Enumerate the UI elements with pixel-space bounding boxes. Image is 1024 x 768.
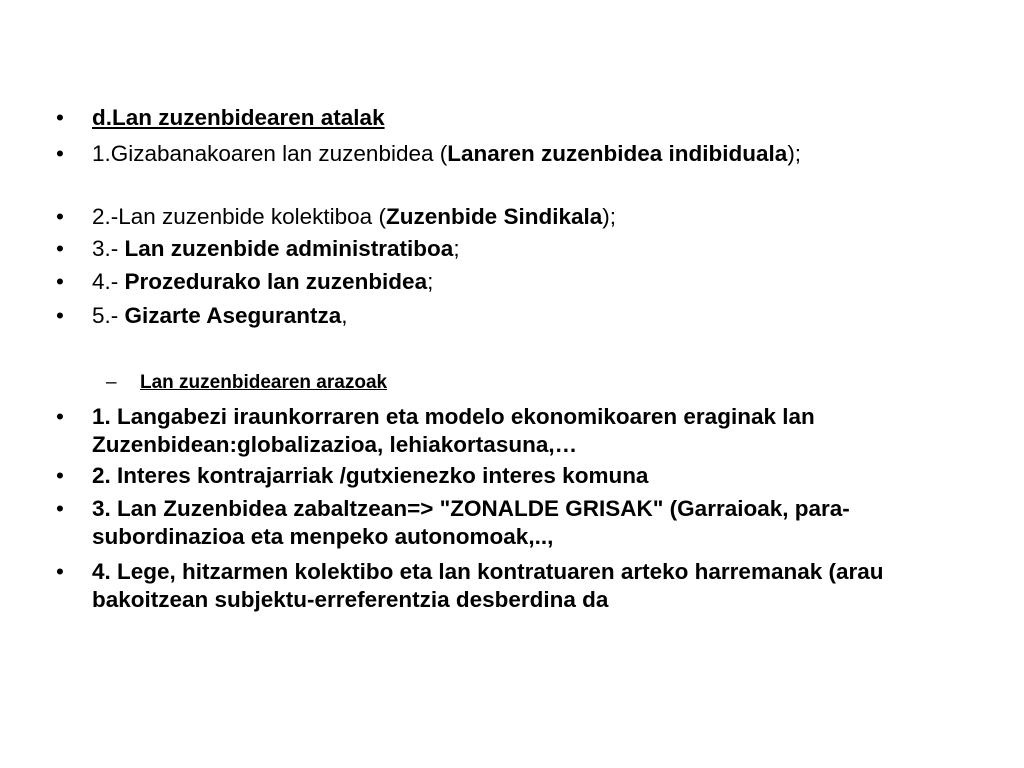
problem-text: 3. Lan Zuzenbidea zabaltzean=> "ZONALDE GRISAK" (Garraioak, para-subordinazioa eta menpeko autonomoak,..,: [92, 496, 850, 549]
problem-text: 1. Langabezi iraunkorraren eta modelo ekonomikoaren eraginak lan Zuzenbidean:globalizazioa, lehiakortasuna,…: [92, 404, 815, 457]
item-prefix: 5.-: [92, 303, 125, 328]
dash-icon: –: [106, 372, 117, 393]
bullet-icon: •: [56, 404, 64, 429]
list-item: [56, 268, 936, 296]
item-prefix: 2.-Lan zuzenbide kolektiboa (: [92, 204, 386, 229]
item-bold: Lan zuzenbide administratiboa: [124, 236, 454, 261]
problem-text: 4. Lege, hitzarmen kolektibo eta lan kontratuaren arteko harremanak (arau bakoitzean subjektu-erreferentzia desberdina da: [92, 559, 884, 612]
bullet-icon: •: [56, 269, 64, 294]
bullet-icon: •: [56, 303, 64, 328]
bullet-icon: •: [56, 105, 64, 130]
list-item-text: [92, 302, 936, 330]
problem-item: [56, 495, 936, 551]
list-item-text: [92, 203, 936, 231]
item-bold: Prozedurako lan zuzenbidea: [124, 269, 428, 294]
problem-item: [56, 462, 936, 490]
subsection-heading: Lan zuzenbidearen arazoak: [140, 372, 388, 393]
item-suffix: ;: [427, 269, 434, 294]
item-bold: Gizarte Asegurantza: [124, 303, 342, 328]
bullet-icon: •: [56, 559, 64, 584]
item-suffix: );: [602, 204, 616, 229]
problem-item: [56, 403, 936, 459]
bullet-icon: •: [56, 204, 64, 229]
list-item: [56, 203, 936, 231]
sub-list-item: [106, 371, 906, 395]
problem-text: 2. Interes kontrajarriak /gutxienezko interes komuna: [92, 463, 649, 488]
item-prefix: 3.-: [92, 236, 125, 261]
item-suffix: ,: [341, 303, 348, 328]
bullet-icon: •: [56, 141, 64, 166]
list-item: [56, 302, 936, 330]
list-item-text: [92, 268, 936, 296]
list-item-text: [92, 140, 936, 168]
section-heading: d.Lan zuzenbidearen atalak: [92, 105, 385, 130]
bullet-icon: •: [56, 463, 64, 488]
list-item-heading: [56, 104, 936, 132]
list-item-text: [92, 235, 936, 263]
item-prefix: 1.Gizabanakoaren lan zuzenbidea (: [92, 141, 448, 166]
list-item: [56, 140, 936, 168]
bullet-icon: •: [56, 496, 64, 521]
list-item: [56, 235, 936, 263]
item-suffix: );: [787, 141, 802, 166]
item-prefix: 4.-: [92, 269, 125, 294]
item-bold: Zuzenbide Sindikala: [385, 204, 603, 229]
item-suffix: ;: [453, 236, 460, 261]
bullet-icon: •: [56, 236, 64, 261]
problem-item: [56, 558, 936, 614]
item-bold: Lanaren zuzenbidea indibiduala: [447, 141, 788, 166]
